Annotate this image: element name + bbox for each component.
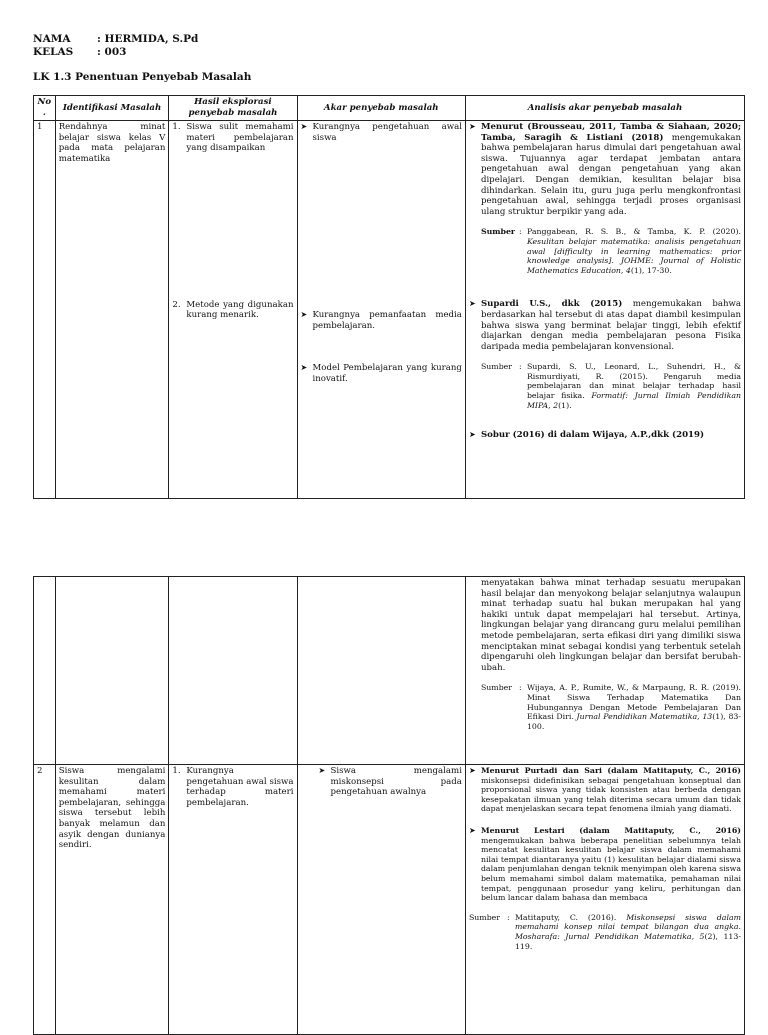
page-title: LK 1.3 Penentuan Penyebab Masalah [33, 71, 252, 83]
row2-akar-item-1: ➤ Siswa mengalami miskonsepsi pada pengetahuan awalnya [318, 766, 462, 798]
row1-cont-analisis [465, 577, 744, 765]
row2-analisis [465, 765, 744, 1035]
header-hasil: Hasil eksplorasi penyebab masalah [169, 96, 297, 121]
cause-table-part1 [33, 95, 745, 499]
row1-akar [297, 121, 465, 499]
row1-analisis [465, 121, 744, 499]
header-no: No . [34, 96, 56, 121]
row1-source-2: Sumber : Supardi, S. U., Leonard, L., Suhendri, H., & Rismurdiyati, R. (2015). Pengaruh media pembelajaran dan minat belajar terhadap hasil belajar fisika. Formatif: Jurnal Ilmiah Pendidikan MIPA, 2(1). [480, 362, 741, 410]
row1-akar-item-2: ➤ Kurangnya pemanfaatan media pembelajaran. [300, 310, 462, 331]
name-value: : HERMIDA, S.Pd [97, 33, 199, 45]
arrow-bullet-icon: ➤ [300, 363, 308, 373]
name-label: NAMA [33, 33, 71, 45]
row1-masalah: Rendahnya minat belajar siswa kelas V pada mata pelajaran matematika [55, 121, 169, 499]
row2-analisis-item-2: ➤ Menurut Lestari (dalam Matitaputy, C., 2016) mengemukakan bahwa beberapa penelitian sebelumnya telah mencatat kesulitan kesulitan belajar siswa dalam memahami nilai tempat diantaranya yaitu (1) kesulitan belajar dialami siswa dalam penjumlahan dengan teknik menyimpan oleh karena siswa belum memahami simbol dalam matematika, pemahaman nilai tempat, penggunaan prosedur yang keliru, perhitungan dan belum lancar dalam bahasa dan membaca [468, 825, 741, 903]
row1-cont-source: Sumber : Wijaya, A. P., Rumite, W., & Marpaung, R. R. (2019). Minat Siswa Terhadap Matematika Dan Hubungannya Dengan Metode Pembelajaran Dan Efikasi Diri. Jurnal Pendidikan Matematika, 13(1), 83-100. [480, 683, 741, 731]
arrow-bullet-icon: ➤ [300, 310, 308, 320]
row2-akar [297, 765, 465, 1035]
arrow-bullet-icon: ➤ [318, 766, 326, 775]
row2-hasil-item-1: 1. Kurangnya pengetahuan awal siswa terhadap materi pembelajaran. [172, 766, 294, 808]
table-row-1 [34, 121, 745, 499]
header-akar: Akar penyebab masalah [297, 96, 465, 121]
table-header-row [34, 96, 745, 121]
row1-analisis-item-2: ➤ Supardi U.S., dkk (2015) mengemukakan bahwa berdasarkan hal tersebut di atas dapat diambil kesimpulan bahwa siswa yang berminat belajar tinggi, lebih efektif diajarkan dengan media pembelajaran pesona Fisika daripada media pembelajaran konvensional. [468, 299, 741, 352]
header-identifikasi: Identifikasi Masalah [55, 96, 169, 121]
row1-source-1: Sumber : Panggabean, R. S. B., & Tamba, K. P. (2020). Kesulitan belajar matematika: analisis pengetahuan awal [difficulty in learning mathematics: prior knowledge analysis]. JOHME: Journal of Holistic Mathematics Education, 4(1), 17-30. [480, 227, 742, 275]
header-analisis: Analisis akar penyebab masalah [465, 96, 744, 121]
row1-analisis-item-3: ➤ Sobur (2016) di dalam Wijaya, A.P.,dkk (2019) [468, 430, 705, 441]
arrow-bullet-icon: ➤ [468, 766, 476, 775]
row1-no: 1 [34, 121, 56, 499]
row1-akar-item-1: ➤ Kurangnya pengetahuan awal siswa [300, 122, 462, 143]
row2-masalah: Siswa mengalami kesulitan dalam memahami materi pembelajaran, sehingga siswa tersebut lebih banyak melamun dan asyik dengan dunianya sendiri. [55, 765, 169, 1035]
row1-akar-item-3: ➤ Model Pembelajaran yang kurang inovatif. [300, 363, 462, 384]
arrow-bullet-icon: ➤ [468, 299, 476, 309]
row2-hasil [169, 765, 297, 1035]
arrow-bullet-icon: ➤ [468, 430, 476, 440]
row2-analisis-item-1: ➤ Menurut Purtadi dan Sari (dalam Matitaputy, C., 2016) miskonsepsi didefinisikan sebagai pengetahuan konseptual dan proporsional siswa yang tidak konsisten atau berbeda dengan kesepakatan ilmuan yang telah diterima secara umum dan tidak dapat menjelaskan secara tepat fenomena ilmiah yang diamati. [468, 766, 741, 814]
row2-source-1: Sumber : Matitaputy, C. (2016). Miskonsepsi siswa dalam memahami konsep nilai tempat bilangan dua angka. Mosharafa: Jurnal Pendidikan Matematika, 5(2), 113-119. [468, 912, 741, 951]
arrow-bullet-icon: ➤ [468, 122, 476, 131]
row1-hasil-item-1: 1. Siswa sulit memahami materi pembelajaran yang disampaikan [172, 122, 294, 154]
row2-no: 2 [34, 765, 56, 1035]
row1-analisis-item-1: ➤ Menurut (Brousseau, 2011, Tamba & Siahaan, 2020; Tamba, Saragih & Listiani (2018) mengemukakan bahwa pembelajaran harus dimulai dari pengetahuan awal siswa. Tujuannya agar terdapat jembatan antara pengetahuan awal dengan pengetahuan yang akan dipelajari. Dengan demikian, kesulitan belajar bisa dihindarkan. Selain itu, guru juga perlu mengkonfrontasi pengetahuan awal, sehingga terjadi proses organisasi ulang struktur berpikir yang ada. [468, 122, 741, 217]
table-row-2 [34, 765, 745, 1035]
arrow-bullet-icon: ➤ [468, 825, 476, 835]
cause-table-part2 [33, 576, 745, 1035]
arrow-bullet-icon: ➤ [300, 122, 308, 131]
row1-cont-text: menyatakan bahwa minat terhadap sesuatu merupakan hasil belajar dan menyokong belajar selanjutnya walaupun minat terhadap suatu hal bukan merupakan hal yang hakiki untuk dapat mempelajari hal tersebut. Artinya, lingkungan belajar yang dirancang guru melalui pemilihan metode pembelajaran, serta efikasi diri yang dimiliki siswa menciptakan minat sebagai kondisi yang terbentuk setelah dipengaruhi oleh lingkungan belajar dan bersifat berubah-ubah. [480, 578, 741, 673]
class-label: KELAS [33, 46, 74, 58]
row1-hasil [169, 121, 297, 499]
name-line [33, 33, 198, 45]
class-value: : 003 [97, 46, 127, 58]
table-row-1-continued [34, 577, 745, 765]
row1-hasil-item-2: 2. Metode yang digunakan kurang menarik. [172, 299, 294, 321]
class-line [33, 46, 126, 58]
